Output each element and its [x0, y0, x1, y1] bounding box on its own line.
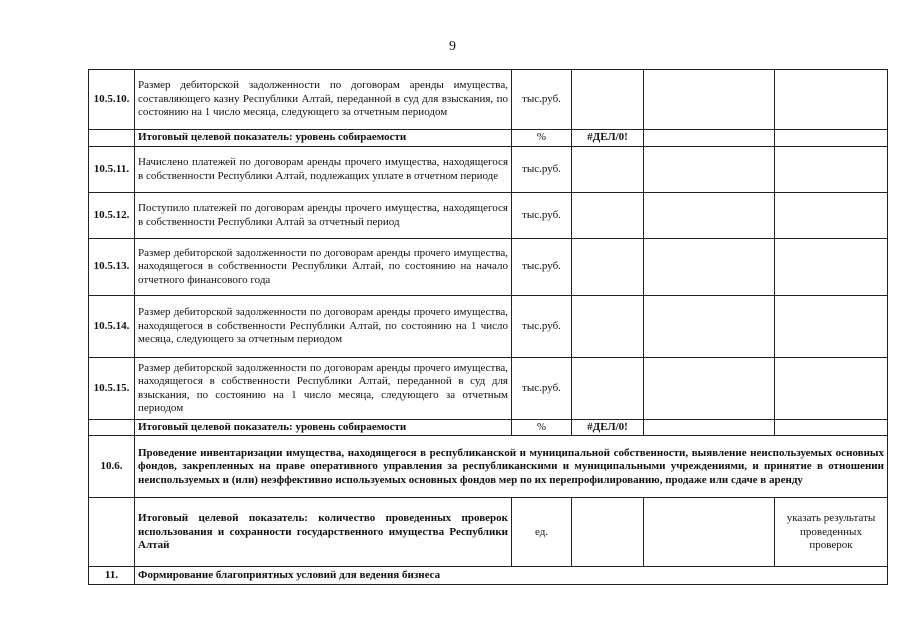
- value-cell: [644, 420, 775, 436]
- value-cell: [775, 358, 888, 420]
- value-cell: [644, 498, 775, 567]
- section-description: Формирование благоприятных условий для ведения бизнеса: [135, 567, 888, 585]
- row-number: 10.5.14.: [89, 296, 135, 358]
- row-description: Начислено платежей по договорам аренды прочего имущества, находящегося в собственности Республики Алтай, подлежащих уплате в отчетном периоде: [135, 147, 512, 193]
- row-number: 10.5.10.: [89, 70, 135, 130]
- row-description: Итоговый целевой показатель: количество проведенных проверок использования и сохранности государственного имущества Республики Алтай: [135, 498, 512, 567]
- row-value: #ДЕЛ/0!: [572, 130, 644, 147]
- table-row: [89, 358, 888, 420]
- row-unit: тыс.руб.: [512, 193, 572, 239]
- row-number: 10.5.13.: [89, 239, 135, 296]
- value-cell: [644, 296, 775, 358]
- row-unit: тыс.руб.: [512, 358, 572, 420]
- value-cell: [644, 358, 775, 420]
- row-description: Размер дебиторской задолженности по договорам аренды прочего имущества, находящегося в собственности Республики Алтай, по состоянию на 1 число месяца, следующего за отчетным периодом: [135, 296, 512, 358]
- table-row: [89, 147, 888, 193]
- row-description: Итоговый целевой показатель: уровень собираемости: [135, 420, 512, 436]
- row-number: 10.5.15.: [89, 358, 135, 420]
- value-cell: [775, 193, 888, 239]
- section-row: [89, 567, 888, 585]
- total-row: [89, 420, 888, 436]
- value-cell: [572, 358, 644, 420]
- table-row: [89, 296, 888, 358]
- row-unit: тыс.руб.: [512, 296, 572, 358]
- total-row: [89, 498, 888, 567]
- row-unit: %: [512, 420, 572, 436]
- value-cell: [572, 498, 644, 567]
- row-description: Размер дебиторской задолженности по договорам аренды прочего имущества, находящегося в собственности Республики Алтай, по состоянию на начало отчетного финансового года: [135, 239, 512, 296]
- value-cell: [644, 70, 775, 130]
- value-cell: [644, 239, 775, 296]
- row-number: [89, 420, 135, 436]
- row-number: 10.5.12.: [89, 193, 135, 239]
- row-unit: тыс.руб.: [512, 147, 572, 193]
- row-unit: тыс.руб.: [512, 239, 572, 296]
- row-description: Итоговый целевой показатель: уровень собираемости: [135, 130, 512, 147]
- row-unit: ед.: [512, 498, 572, 567]
- value-cell: [775, 296, 888, 358]
- value-cell: [572, 147, 644, 193]
- value-cell: [775, 70, 888, 130]
- section-number: 11.: [89, 567, 135, 585]
- row-number: [89, 130, 135, 147]
- row-note: указать результаты проведенных проверок: [775, 498, 888, 567]
- row-number: [89, 498, 135, 567]
- table-row: [89, 239, 888, 296]
- value-cell: [572, 239, 644, 296]
- row-description: Размер дебиторской задолженности по договорам аренды прочего имущества, находящегося в собственности Республики Алтай, переданной в суд для взыскания, по состоянию на 1 число месяца, следующего за отчетным периодом: [135, 358, 512, 420]
- section-row: [89, 436, 888, 498]
- value-cell: [644, 130, 775, 147]
- table-row: [89, 70, 888, 130]
- value-cell: [572, 70, 644, 130]
- row-description: Поступило платежей по договорам аренды прочего имущества, находящегося в собственности Республики Алтай за отчетный период: [135, 193, 512, 239]
- value-cell: [572, 193, 644, 239]
- table-row: [89, 193, 888, 239]
- value-cell: [644, 147, 775, 193]
- row-number: 10.5.11.: [89, 147, 135, 193]
- row-description: Размер дебиторской задолженности по договорам аренды имущества, составляющего казну Республики Алтай, переданной в суд для взыскания, по состоянию на 1 число месяца, следующего за отчетным периодом: [135, 70, 512, 130]
- row-unit: тыс.руб.: [512, 70, 572, 130]
- value-cell: [775, 130, 888, 147]
- row-unit: %: [512, 130, 572, 147]
- section-description: Проведение инвентаризации имущества, находящегося в республиканской и муниципальной собственности, выявление неиспользуемых основных фондов, закрепленных на праве оперативного управления за республиканскими и муниципальными учреждениями, и принятие в отношении неиспользуемых и (или) неэффективно используемых основных фондов мер по их перепрофилированию, продаже или сдаче в аренду: [135, 436, 888, 498]
- indicators-table: [88, 69, 888, 585]
- value-cell: [775, 147, 888, 193]
- value-cell: [775, 420, 888, 436]
- page-number: 9: [449, 39, 456, 54]
- total-row: [89, 130, 888, 147]
- value-cell: [572, 296, 644, 358]
- value-cell: [775, 239, 888, 296]
- row-value: #ДЕЛ/0!: [572, 420, 644, 436]
- section-number: 10.6.: [89, 436, 135, 498]
- value-cell: [644, 193, 775, 239]
